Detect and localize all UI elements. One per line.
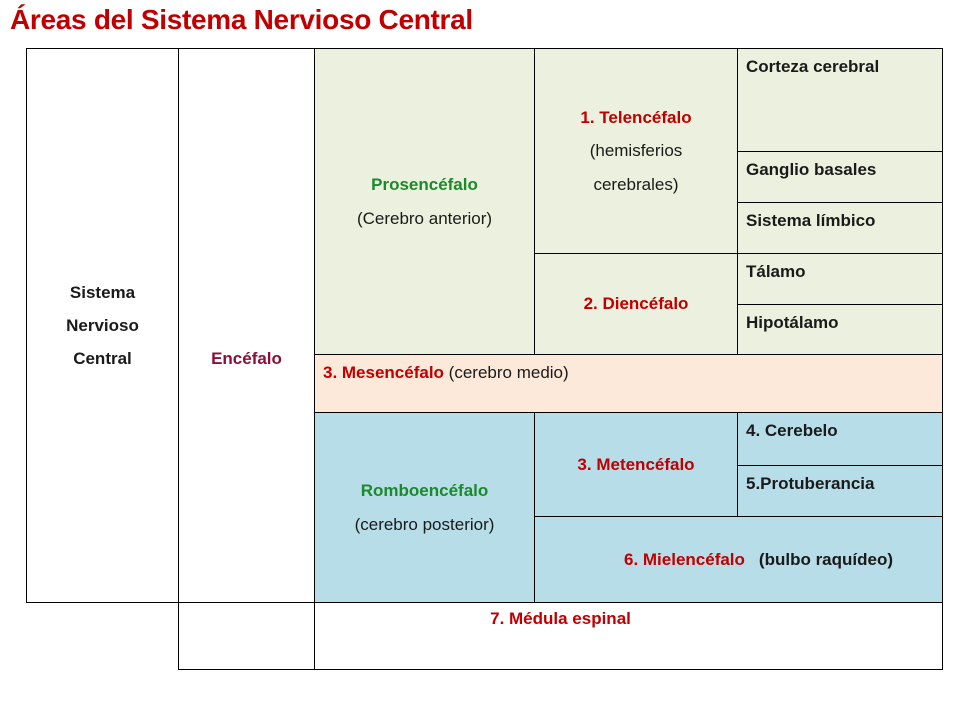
metencefalo-name: 3. Metencéfalo xyxy=(577,454,695,474)
cell-medula-espinal xyxy=(178,602,943,670)
mesencefalo-desc: (cerebro medio) xyxy=(443,363,569,382)
snc-line1: Sistema xyxy=(69,282,136,302)
cell-corteza-cerebral xyxy=(737,48,943,152)
cell-cerebelo xyxy=(737,412,943,466)
medula-espinal-label: 7. Médula espinal xyxy=(490,609,631,628)
snc-line3: Central xyxy=(73,349,132,369)
prosencefalo-desc: (Cerebro anterior) xyxy=(356,208,493,228)
hipotalamo-label: Hipotálamo xyxy=(746,313,839,332)
telencefalo-desc1: (hemisferios xyxy=(589,141,683,161)
cell-mielencefalo xyxy=(534,516,943,603)
cell-romboencefalo xyxy=(314,412,535,603)
ganglio-basales-label: Ganglio basales xyxy=(746,160,877,179)
cell-sistema-nervioso-central xyxy=(26,48,179,603)
cell-diencefalo xyxy=(534,253,738,355)
romboencefalo-name: Romboencéfalo xyxy=(360,481,489,501)
snc-line2: Nervioso xyxy=(66,315,139,335)
prosencefalo-name: Prosencéfalo xyxy=(371,175,478,195)
talamo-label: Tálamo xyxy=(746,262,806,281)
telencefalo-name: 1. Telencéfalo xyxy=(580,108,692,128)
cell-mesencefalo xyxy=(314,354,943,413)
cell-encefalo xyxy=(178,48,315,670)
page-title: Áreas del Sistema Nervioso Central xyxy=(10,4,473,35)
encefalo-label: Encéfalo xyxy=(211,349,282,369)
cell-telencefalo xyxy=(534,48,738,254)
mesencefalo-name: 3. Mesencéfalo xyxy=(323,363,444,382)
mielencefalo-name: 6. Mielencéfalo xyxy=(623,549,745,569)
cell-sistema-limbico xyxy=(737,202,943,254)
telencefalo-desc2: cerebrales) xyxy=(593,174,679,194)
cerebelo-label: 4. Cerebelo xyxy=(746,421,838,440)
protuberancia-label: 5.Protuberancia xyxy=(746,474,875,493)
cell-prosencefalo xyxy=(314,48,535,355)
cell-hipotalamo xyxy=(737,304,943,355)
cell-metencefalo xyxy=(534,412,738,517)
cell-ganglio-basales xyxy=(737,151,943,203)
sistema-limbico-label: Sistema límbico xyxy=(746,211,876,230)
corteza-cerebral-label: Corteza cerebral xyxy=(746,57,880,76)
cell-talamo xyxy=(737,253,943,305)
cell-protuberancia xyxy=(737,465,943,517)
romboencefalo-desc: (cerebro posterior) xyxy=(354,514,495,534)
diencefalo-name: 2. Diencéfalo xyxy=(583,294,689,314)
mielencefalo-desc: (bulbo raquídeo) xyxy=(758,549,894,569)
